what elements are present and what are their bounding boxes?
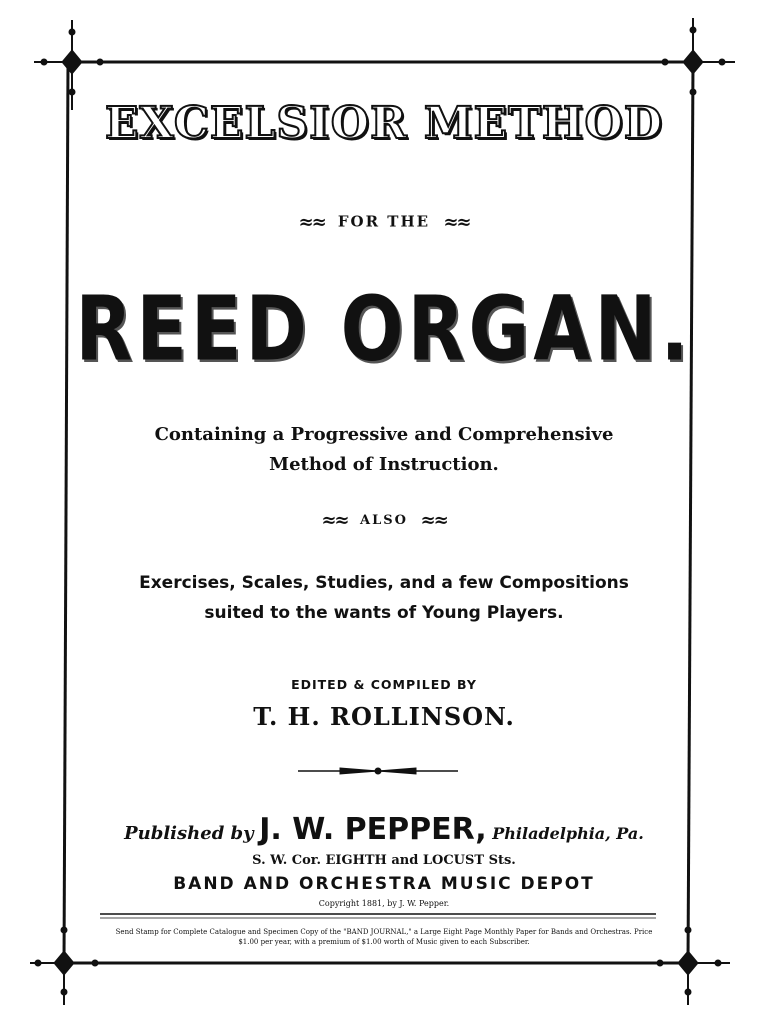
depot-title: BAND AND ORCHESTRA MUSIC DEPOT	[173, 874, 595, 894]
flourish-left-icon: ≈≈	[298, 212, 325, 233]
description	[0, 420, 768, 480]
corner-ornament-top-right	[655, 18, 735, 110]
publisher-city: Philadelphia, Pa.	[492, 824, 644, 843]
publisher-line	[0, 812, 768, 847]
contents-line-2: suited to the wants of Young Players.	[204, 603, 564, 623]
also-label: ALSO	[360, 513, 408, 528]
for-the-line	[0, 212, 768, 233]
description-line-1: Containing a Progressive and Comprehensive	[154, 424, 614, 445]
editor-name: T. H. ROLLINSON.	[253, 702, 515, 731]
publisher-address: S. W. Cor. EIGHTH and LOCUST Sts.	[252, 853, 516, 868]
publisher-prefix: Published by	[124, 823, 254, 844]
also-line	[0, 510, 768, 531]
footer-note	[92, 927, 676, 947]
flourish-right-icon: ≈≈	[443, 212, 470, 233]
subject-title	[0, 278, 768, 381]
footer-line-1: Send Stamp for Complete Catalogue and Specimen Copy of the "BAND JOURNAL," a Large Eight Page Monthly Paper for Bands and Orchestras. Price	[115, 928, 653, 936]
subject-text: REED ORGAN.	[75, 278, 693, 382]
footer-line-2: $1.00 per year, with a premium of $1.00 worth of Music given to each Subscriber.	[238, 938, 530, 946]
flourish-left-icon: ≈≈	[321, 510, 348, 531]
publisher-name: J. W. PEPPER,	[259, 812, 487, 847]
copyright-notice: Copyright 1881, by J. W. Pepper.	[318, 899, 450, 908]
edited-label: EDITED & COMPILED BY	[291, 677, 477, 692]
for-the-label: FOR THE	[337, 212, 431, 231]
description-line-2: Method of Instruction.	[269, 454, 499, 475]
page-title: EXCELSIOR METHOD	[104, 98, 663, 149]
flourish-right-icon: ≈≈	[420, 510, 447, 531]
contents-line-1: Exercises, Scales, Studies, and a few Compositions	[139, 573, 629, 593]
contents-description	[0, 568, 768, 628]
decorative-rule	[298, 768, 458, 774]
corner-ornament-top-left	[34, 20, 110, 110]
